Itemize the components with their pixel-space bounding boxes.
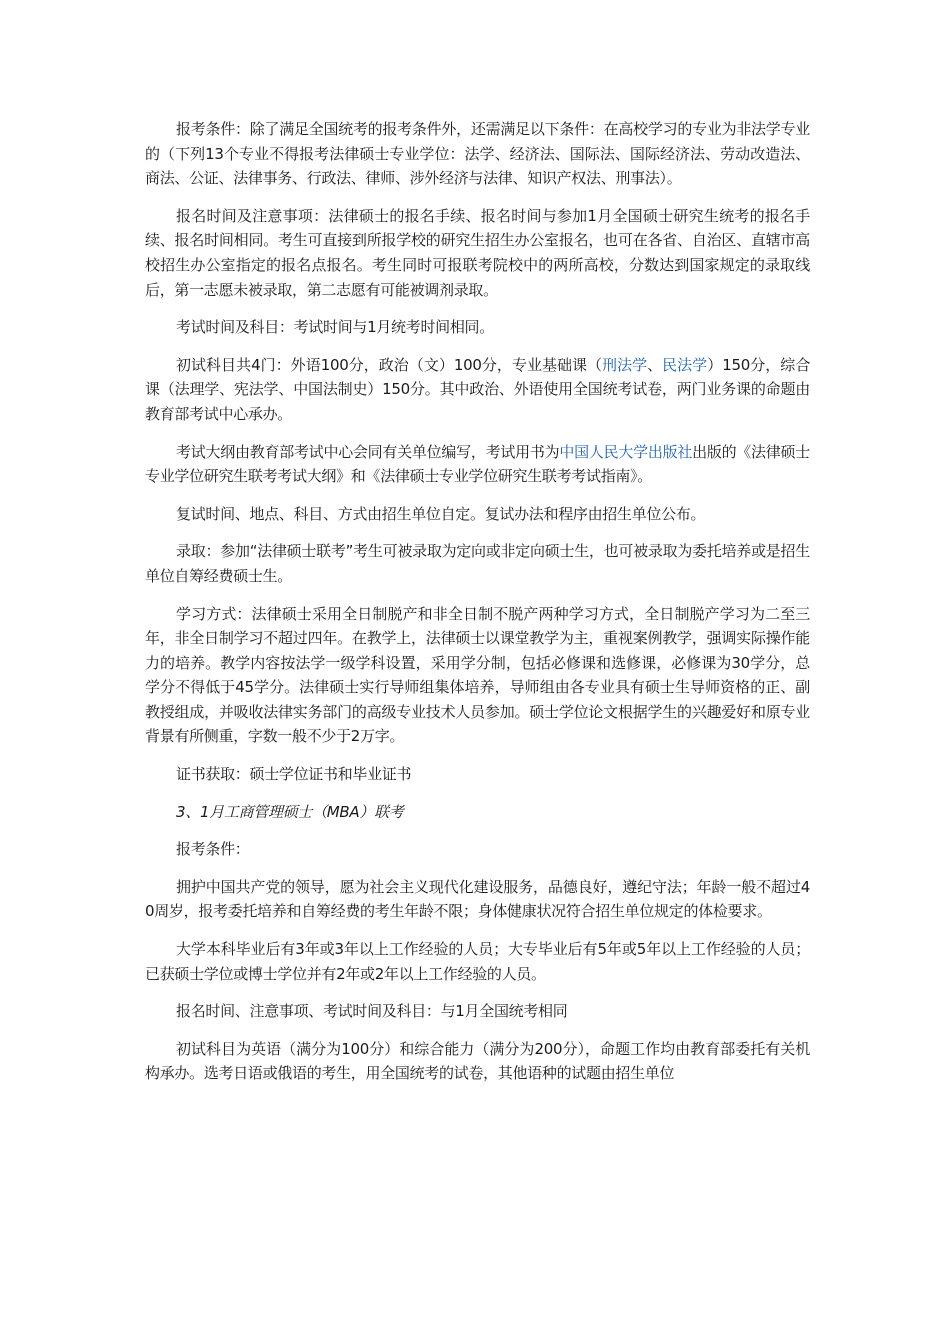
paragraph	[145, 539, 810, 588]
paragraph-text: 拥护中国共产党的领导，愿为社会主义现代化建设服务，品德良好，遵纪守法；年龄一般不超过40周岁，报考委托培养和自筹经费的考生年龄不限；身体健康状况符合招生单位规定的体检要求。	[145, 877, 810, 921]
paragraph	[145, 315, 810, 340]
paragraph-text: 录取：参加“法律硕士联考”考生可被录取为定向或非定向硕士生，也可被录取为委托培养或是招生单位自筹经费硕士生。	[145, 542, 810, 585]
paragraph	[145, 762, 810, 787]
paragraph-text: 考试大纲由教育部考试中心会同有关单位编写，考试用书为	[176, 442, 560, 461]
paragraph	[145, 837, 810, 862]
paragraph	[145, 353, 810, 427]
paragraph	[145, 502, 810, 527]
paragraph-text: 报考条件：除了满足全国统考的报考条件外，还需满足以下条件：在高校学习的专业为非法学专业的（下列13个专业不得报考法律硕士专业学位：法学、经济法、国际法、国际经济法、劳动改造法、商法、公证、法律事务、行政法、律师、涉外经济与法律、知识产权法、刑事法）。	[145, 120, 810, 188]
paragraph-text: 初试科目为英语（满分为100分）和综合能力（满分为200分），命题工作均由教育部委托有关机构承办。选考日语或俄语的考生，用全国统考的试卷，其他语种的试题由招生单位	[145, 1039, 810, 1083]
paragraph	[145, 204, 810, 302]
paragraph-text: 3、1月工商管理硕士（MBA）联考	[176, 802, 404, 821]
paragraph-text: 初试科目共4门：外语100分，政治（文）100分，专业基础课（	[176, 355, 603, 374]
paragraph-text: 考试时间及科目：考试时间与1月统考时间相同。	[176, 318, 494, 337]
text-link[interactable]: 民法学	[662, 355, 708, 374]
paragraph-text: 报名时间及注意事项：法律硕士的报名手续、报名时间与参加1月全国硕士研究生统考的报名手续、报名时间相同。考生可直接到所报学校的研究生招生办公室报名，也可在各省、自治区、直辖市高校招生办公室指定的报名点报名。考生同时可报联考院校中的两所高校，分数达到国家规定的录取线后，第一志愿未被录取，第二志愿有可能被调剂录取。	[145, 206, 810, 299]
paragraph-text: 报名时间、注意事项、考试时间及科目：与1月全国统考相同	[176, 1002, 568, 1021]
paragraph-text: 证书获取：硕士学位证书和毕业证书	[176, 765, 412, 784]
paragraph-text: 报考条件：	[176, 840, 250, 859]
paragraph-text: 学习方式：法律硕士采用全日制脱产和非全日制不脱产两种学习方式，全日制脱产学习为二至三年，非全日制学习不超过四年。在教学上，法律硕士以课堂教学为主，重视案例教学，强调实际操作能力的培养。教学内容按法学一级学科设置，采用学分制，包括必修课和选修课，必修课为30学分，总学分不得低于45学分。法律硕士实行导师组集体培养，导师组由各专业具有硕士生导师资格的正、副教授组成，并吸收法律实务部门的高级专业技术人员参加。硕士学位论文根据学生的兴趣爱好和原专业背景有所侧重，字数一般不少于2万字。	[145, 604, 810, 746]
paragraph-text: 复试时间、地点、科目、方式由招生单位自定。复试办法和程序由招生单位公布。	[176, 504, 706, 523]
paragraph	[145, 602, 810, 750]
paragraph	[145, 1037, 810, 1086]
section-heading	[145, 800, 810, 825]
paragraph	[145, 117, 810, 191]
text-link[interactable]: 中国人民大学出版社	[559, 442, 693, 461]
paragraph	[145, 875, 810, 924]
document-body	[145, 117, 810, 1099]
paragraph	[145, 999, 810, 1024]
paragraph	[145, 937, 810, 986]
paragraph-text: 出版的《法律硕士专业学位研究生联考考试大纲》和《法律硕士专业学位研究生联考考试指南》。	[145, 442, 810, 486]
paragraph-text: 、	[647, 355, 663, 374]
paragraph-text: ）150分，综合课（法理学、宪法学、中国法制史）150分。其中政治、外语使用全国统考试卷，两门业务课的命题由教育部考试中心承办。	[145, 355, 811, 423]
paragraph	[145, 440, 810, 489]
text-link[interactable]: 刑法学	[602, 355, 648, 374]
paragraph-text: 大学本科毕业后有3年或3年以上工作经验的人员；大专毕业后有5年或5年以上工作经验的人员；已获硕士学位或博士学位并有2年或2年以上工作经验的人员。	[145, 940, 810, 983]
